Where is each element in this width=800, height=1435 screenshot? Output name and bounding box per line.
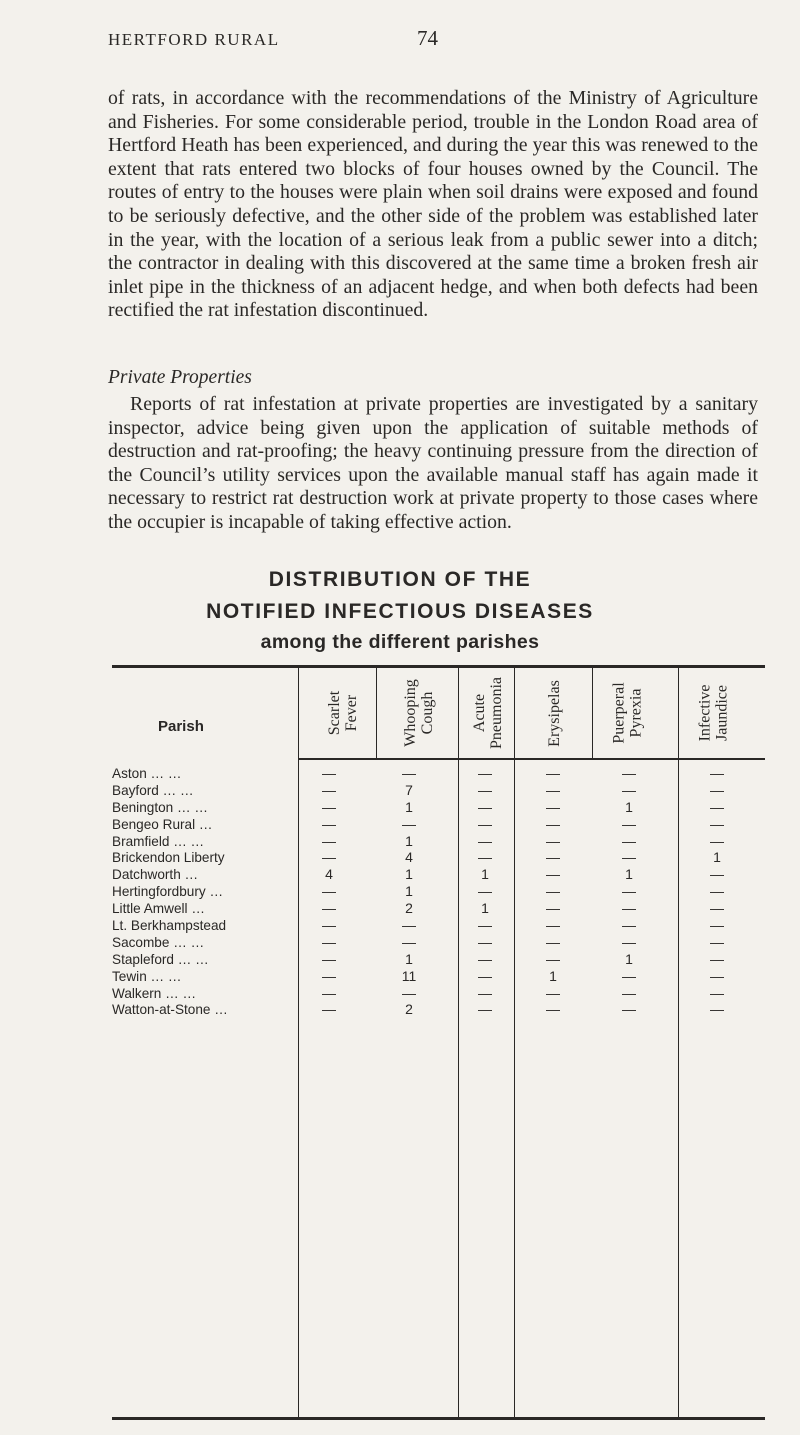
- table-row: [112, 866, 765, 883]
- case-count: —: [622, 984, 636, 1001]
- case-count: —: [710, 866, 724, 883]
- case-count: 1: [405, 798, 413, 815]
- table-row: [112, 765, 765, 782]
- case-count: —: [622, 765, 636, 781]
- case-count: —: [546, 866, 560, 883]
- column-header-puerperal-pyrexia: [598, 669, 658, 757]
- table-row: [112, 799, 765, 816]
- table-row: [112, 833, 765, 850]
- case-count: —: [478, 950, 492, 967]
- case-count: —: [622, 900, 636, 917]
- column-header-label: Puerperal Pyrexia: [611, 682, 645, 744]
- table-row: [112, 1001, 765, 1018]
- table-row: [112, 985, 765, 1002]
- parish-name: Aston … …: [112, 766, 182, 781]
- case-count: —: [322, 950, 336, 967]
- column-divider: [592, 668, 593, 758]
- case-count: 4: [405, 849, 413, 866]
- case-count: —: [710, 781, 724, 798]
- case-count: —: [546, 933, 560, 950]
- parish-name: Benington … …: [112, 799, 208, 815]
- case-count: —: [546, 984, 560, 1001]
- parish-column-header: Parish: [158, 718, 204, 735]
- case-count: —: [322, 900, 336, 917]
- parish-name: Bayford … …: [112, 782, 194, 798]
- table-title-line-1: DISTRIBUTION OF THE: [268, 568, 532, 591]
- case-count: —: [478, 967, 492, 984]
- table-title-line-2: NOTIFIED INFECTIOUS DISEASES: [206, 600, 594, 623]
- case-count: —: [622, 917, 636, 934]
- column-header-label: Erysipelas: [545, 679, 563, 747]
- table-bottom-rule: [112, 1417, 765, 1420]
- case-count: 1: [713, 849, 721, 866]
- case-count: —: [402, 933, 416, 950]
- case-count: —: [322, 883, 336, 900]
- case-count: —: [710, 900, 724, 917]
- case-count: —: [622, 832, 636, 849]
- case-count: —: [710, 933, 724, 950]
- case-count: 2: [405, 1001, 413, 1018]
- parish-name: Walkern … …: [112, 985, 197, 1001]
- case-count: —: [710, 798, 724, 815]
- case-count: 1: [625, 866, 633, 883]
- case-count: 1: [481, 866, 489, 883]
- case-count: —: [322, 984, 336, 1001]
- case-count: —: [478, 765, 492, 781]
- parish-name: Watton-at-Stone …: [112, 1002, 228, 1018]
- table-row: [112, 816, 765, 833]
- case-count: —: [322, 815, 336, 832]
- parish-name: Brickendon Liberty: [112, 850, 225, 866]
- case-count: 11: [401, 967, 417, 984]
- case-count: —: [322, 1001, 336, 1018]
- case-count: —: [322, 781, 336, 798]
- case-count: —: [546, 832, 560, 849]
- case-count: —: [622, 849, 636, 866]
- case-count: 1: [405, 866, 413, 883]
- page-header: [108, 26, 758, 54]
- column-header-label: Whooping Cough: [402, 679, 437, 747]
- case-count: —: [402, 815, 416, 832]
- parish-name: Little Amwell …: [112, 901, 205, 917]
- case-count: —: [546, 798, 560, 815]
- case-count: —: [478, 917, 492, 934]
- case-count: 1: [625, 950, 633, 967]
- case-count: —: [710, 1001, 724, 1018]
- page-number: 74: [417, 26, 438, 50]
- case-count: —: [546, 815, 560, 832]
- table-row: [112, 849, 765, 866]
- case-count: —: [710, 984, 724, 1001]
- case-count: —: [478, 883, 492, 900]
- case-count: —: [478, 1001, 492, 1018]
- parish-name: Lt. Berkhampstead: [112, 918, 227, 934]
- case-count: —: [710, 765, 724, 781]
- case-count: —: [478, 798, 492, 815]
- case-count: —: [546, 849, 560, 866]
- table-row: [112, 968, 765, 985]
- table-row: [112, 951, 765, 968]
- table-row: [112, 900, 765, 917]
- subheading-private-properties: Private Properties: [108, 367, 252, 388]
- parish-name: Sacombe … …: [112, 934, 205, 950]
- case-count: —: [322, 832, 336, 849]
- column-header-scarlet-fever: [313, 669, 373, 757]
- case-count: —: [710, 832, 724, 849]
- table-top-rule: [112, 665, 765, 668]
- case-count: —: [546, 950, 560, 967]
- column-header-infective-jaundice: [683, 669, 743, 757]
- case-count: —: [478, 781, 492, 798]
- case-count: —: [622, 933, 636, 950]
- column-header-label: Infective Jaundice: [695, 684, 730, 742]
- case-count: —: [402, 765, 416, 781]
- column-header-label: Scarlet Fever: [325, 690, 360, 736]
- column-header-erysipelas: [524, 669, 584, 757]
- case-count: —: [622, 967, 636, 984]
- case-count: —: [546, 765, 560, 781]
- case-count: —: [402, 984, 416, 1001]
- case-count: —: [478, 984, 492, 1001]
- case-count: —: [322, 765, 336, 781]
- case-count: 1: [549, 967, 557, 984]
- table-row: [112, 883, 765, 900]
- parish-name: Bengeo Rural …: [112, 816, 213, 832]
- case-count: 1: [405, 832, 413, 849]
- column-header-acute-pneumonia: [458, 669, 518, 757]
- case-count: —: [322, 917, 336, 934]
- column-divider: [376, 668, 377, 758]
- case-count: —: [478, 849, 492, 866]
- table-row: [112, 917, 765, 934]
- case-count: —: [710, 815, 724, 832]
- case-count: —: [546, 883, 560, 900]
- column-header-label: Acute Pneumonia: [471, 677, 505, 749]
- case-count: —: [710, 950, 724, 967]
- case-count: 1: [625, 798, 633, 815]
- case-count: —: [322, 967, 336, 984]
- table-body: [112, 765, 765, 1018]
- case-count: —: [622, 883, 636, 900]
- parish-name: Hertingfordbury …: [112, 884, 224, 900]
- case-count: —: [402, 917, 416, 934]
- column-header-whooping-cough: [389, 669, 449, 757]
- case-count: —: [710, 883, 724, 900]
- case-count: —: [710, 917, 724, 934]
- case-count: 1: [405, 883, 413, 900]
- case-count: —: [622, 1001, 636, 1018]
- parish-name: Stapleford … …: [112, 951, 209, 967]
- case-count: —: [322, 933, 336, 950]
- table-row: [112, 934, 765, 951]
- case-count: —: [478, 815, 492, 832]
- table-title-line-3: among the different parishes: [260, 631, 540, 653]
- case-count: —: [546, 781, 560, 798]
- case-count: —: [322, 849, 336, 866]
- parish-name: Datchworth …: [112, 867, 199, 883]
- case-count: 7: [405, 781, 413, 798]
- parish-name: Bramfield … …: [112, 833, 205, 849]
- case-count: —: [478, 832, 492, 849]
- parish-name: Tewin … …: [112, 968, 182, 984]
- running-title: HERTFORD RURAL: [108, 30, 280, 49]
- case-count: 1: [405, 950, 413, 967]
- case-count: 1: [481, 900, 489, 917]
- case-count: —: [546, 917, 560, 934]
- paragraph-rats-london-road: of rats, in accordance with the recommendations of the Ministry of Agriculture and Fisheries. For some considerable period, trouble in the London Road area of Hertford Heath has been experienced, and during the year this was renewed to the extent that rats entered two blocks of four houses owned by the Council. The routes of entry to the houses were plain when soil drains were exposed and found to be seriously defective, and the other side of the problem was established later in the year, with the location of a serious leak from a public sewer into a ditch; the contractor in dealing with this discovered at the same time a broken fresh air inlet pipe in the thickness of an adjacent hedge, and when both defects had been rectified the rat infestation discontinued.: [108, 87, 758, 322]
- case-count: —: [546, 900, 560, 917]
- case-count: —: [622, 781, 636, 798]
- case-count: 4: [325, 866, 333, 883]
- case-count: —: [710, 967, 724, 984]
- case-count: —: [478, 933, 492, 950]
- case-count: —: [622, 815, 636, 832]
- case-count: —: [322, 798, 336, 815]
- paragraph-private-properties: Reports of rat infestation at private properties are investigated by a sanitary inspector, advice being given upon the application of suitable methods of destruction and rat-proofing; the heavy continuing pressure from the direction of the Council’s utility services upon the available manual staff has again made it necessary to restrict rat destruction work at private property to those cases where the occupier is incapable of taking effective action.: [108, 393, 758, 533]
- table-header-rule: [298, 758, 765, 760]
- case-count: —: [546, 1001, 560, 1018]
- diseases-table: [112, 665, 767, 1435]
- case-count: 2: [405, 900, 413, 917]
- table-row: [112, 782, 765, 799]
